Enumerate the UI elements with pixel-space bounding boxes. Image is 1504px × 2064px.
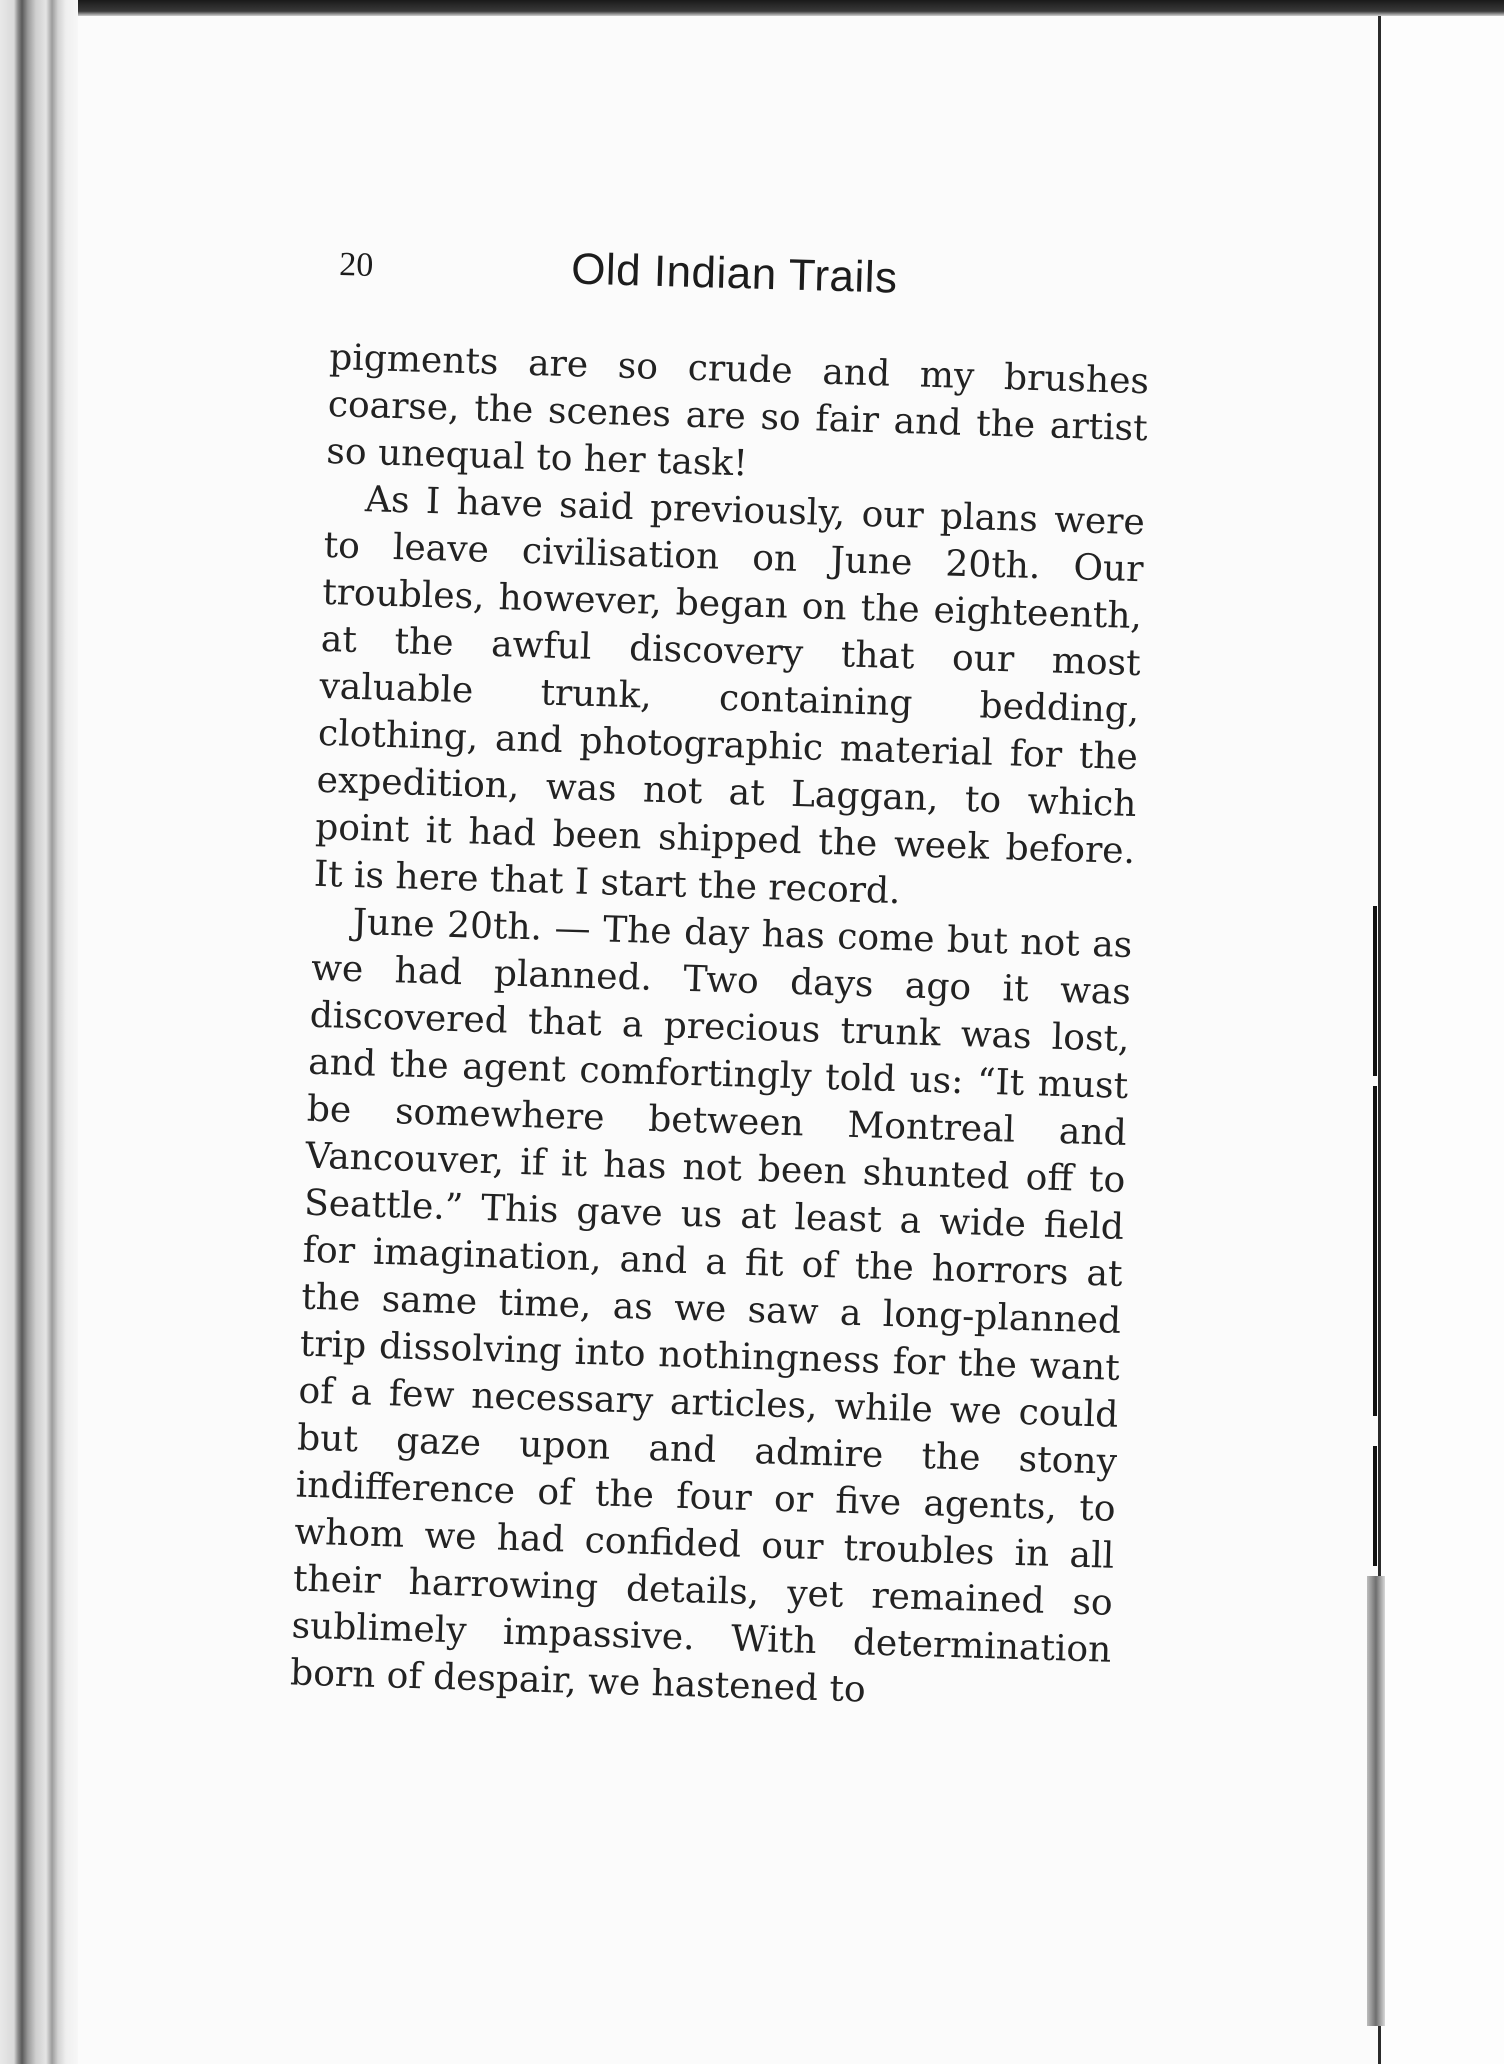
scan-top-edge <box>0 0 1504 16</box>
page-edge-mark <box>1373 906 1377 1076</box>
book-page <box>78 16 1378 2064</box>
paragraph-3: June 20th. — The day has come but not as we had planned. Two days ago it was discovered that a precious trunk was lost, and the agent comfortingly told us: “It must be somewhere between Montreal and Vancouver, if it has not been shunted off to Seattle.” This gave us at least a wide field for imagination, and a fit of the horrors at the same time, as we saw a long-planned trip dissolving into nothingness for the want of a few necessary articles, while we could but gaze upon and admire the stony indifference of the four or five agents, to whom we had confided our troubles in all their harrowing details, yet remained so sublimely impassive. With determination born of despair, we hastened to <box>289 901 1133 1711</box>
running-title: Old Indian Trails <box>570 244 899 303</box>
running-head <box>338 238 1020 327</box>
paragraph-2: As I have said previously, our plans were to leave civilisation on June 20th. Our troubles, however, began on the eighteenth, at the awful discovery that our most valuable trunk, containing bedding, clothing, and photographic material for the expedition, was not at Laggan, to which point it had been shipped the week before. It is here that I start the record. <box>313 479 1146 913</box>
book-binding-edge <box>0 0 78 2064</box>
body-text <box>290 334 1150 1721</box>
paragraph-1: pigments are so crude and my brushes coarse, the scenes are so fair and the artist so unequal to her task! <box>325 336 1150 485</box>
page-edge-shadow <box>1367 1576 1385 2026</box>
adjacent-page-edge <box>1378 16 1504 2064</box>
page-number: 20 <box>338 245 374 284</box>
page-edge-mark <box>1373 1446 1377 1566</box>
page-edge-mark <box>1373 1086 1377 1416</box>
